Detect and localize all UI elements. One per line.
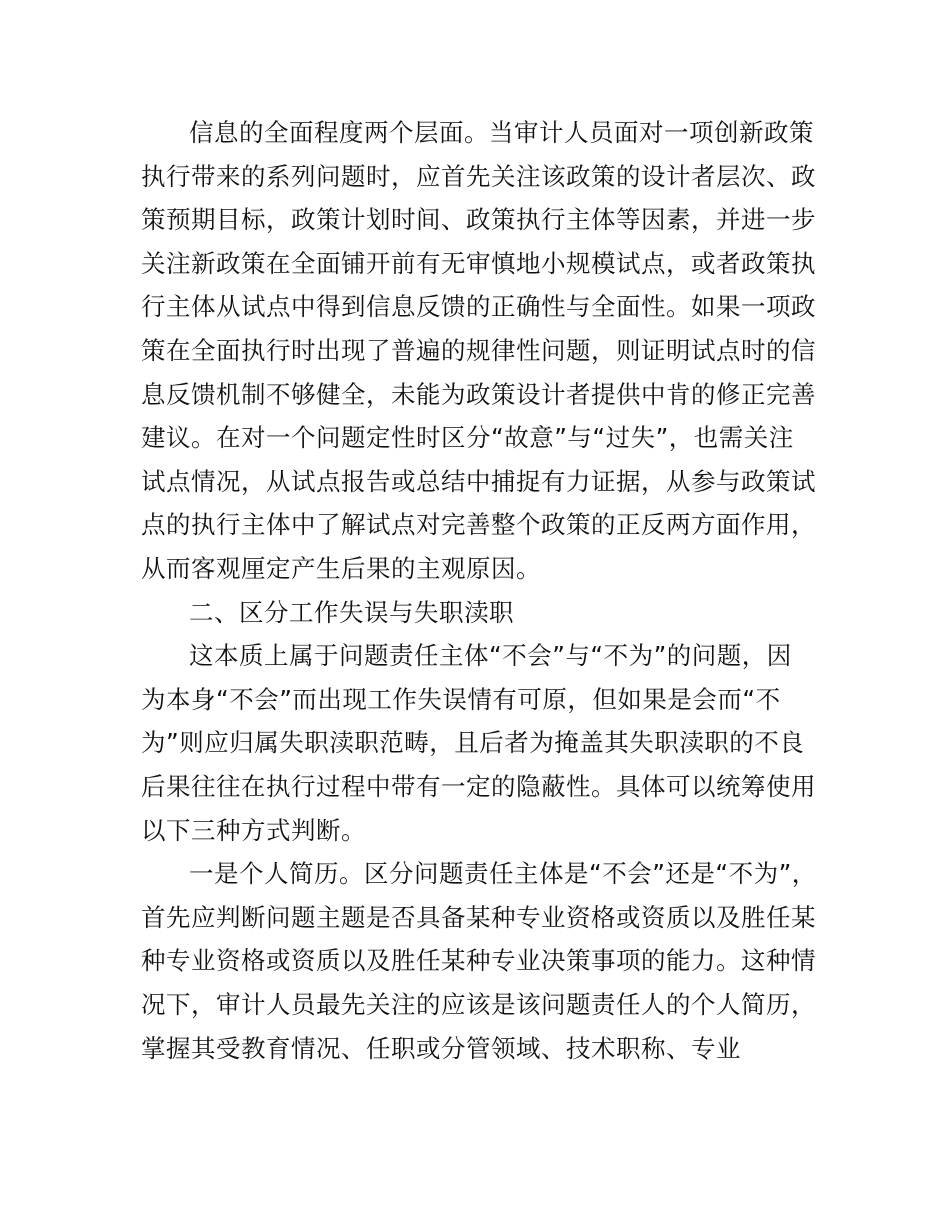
text-line: 掌握其受教育情况、任职或分管领域、技术职称、专业 <box>141 1033 741 1063</box>
text-line: 试点情况，从试点报告或总结中捕捉有力证据，从参与政策试 <box>141 466 816 496</box>
text-line: 一是个人简历。区分问题责任主体是“不会”还是“不为”， <box>189 859 817 889</box>
text-line: 为”则应归属失职渎职范畴，且后者为掩盖其失职渎职的不良 <box>141 728 805 758</box>
text-line: 策预期目标，政策计划时间、政策执行主体等因素，并进一步 <box>141 205 816 235</box>
text-line: 这本质上属于问题责任主体“不会”与“不为”的问题，因 <box>189 641 792 671</box>
text-line: 况下，审计人员最先关注的应该是该问题责任人的个人简历， <box>141 990 816 1019</box>
text-line: 策在全面执行时出现了普遍的规律性问题，则证明试点时的信 <box>141 336 816 365</box>
text-line: 从而客观厘定产生后果的主观原因。 <box>141 554 541 583</box>
text-line: 建议。在对一个问题定性时区分“故意”与“过失”，也需关注 <box>141 423 794 453</box>
text-line: 关注新政策在全面铺开前有无审慎地小规模试点，或者政策执 <box>141 248 816 278</box>
text-line: 点的执行主体中了解试点对完善整个政策的正反两方面作用， <box>141 510 816 540</box>
text-line: 为本身“不会”而出现工作失误情有可原，但如果是会而“不 <box>141 684 781 714</box>
text-line: 种专业资格或资质以及胜任某种专业决策事项的能力。这种情 <box>141 946 816 976</box>
text-line: 信息的全面程度两个层面。当审计人员面对一项创新政策 <box>189 118 814 147</box>
text-line: 息反馈机制不够健全，未能为政策设计者提供中肯的修正完善 <box>141 379 816 409</box>
text-line: 执行带来的系列问题时，应首先关注该政策的设计者层次、政 <box>141 161 816 191</box>
text-line: 后果往往在执行过程中带有一定的隐蔽性。具体可以统筹使用 <box>141 772 816 801</box>
section-heading: 二、区分工作失误与失职渎职 <box>189 597 514 627</box>
text-line: 首先应判断问题主题是否具备某种专业资格或资质以及胜任某 <box>141 902 816 932</box>
text-line: 行主体从试点中得到信息反馈的正确性与全面性。如果一项政 <box>141 292 816 322</box>
text-line: 以下三种方式判断。 <box>141 815 366 845</box>
